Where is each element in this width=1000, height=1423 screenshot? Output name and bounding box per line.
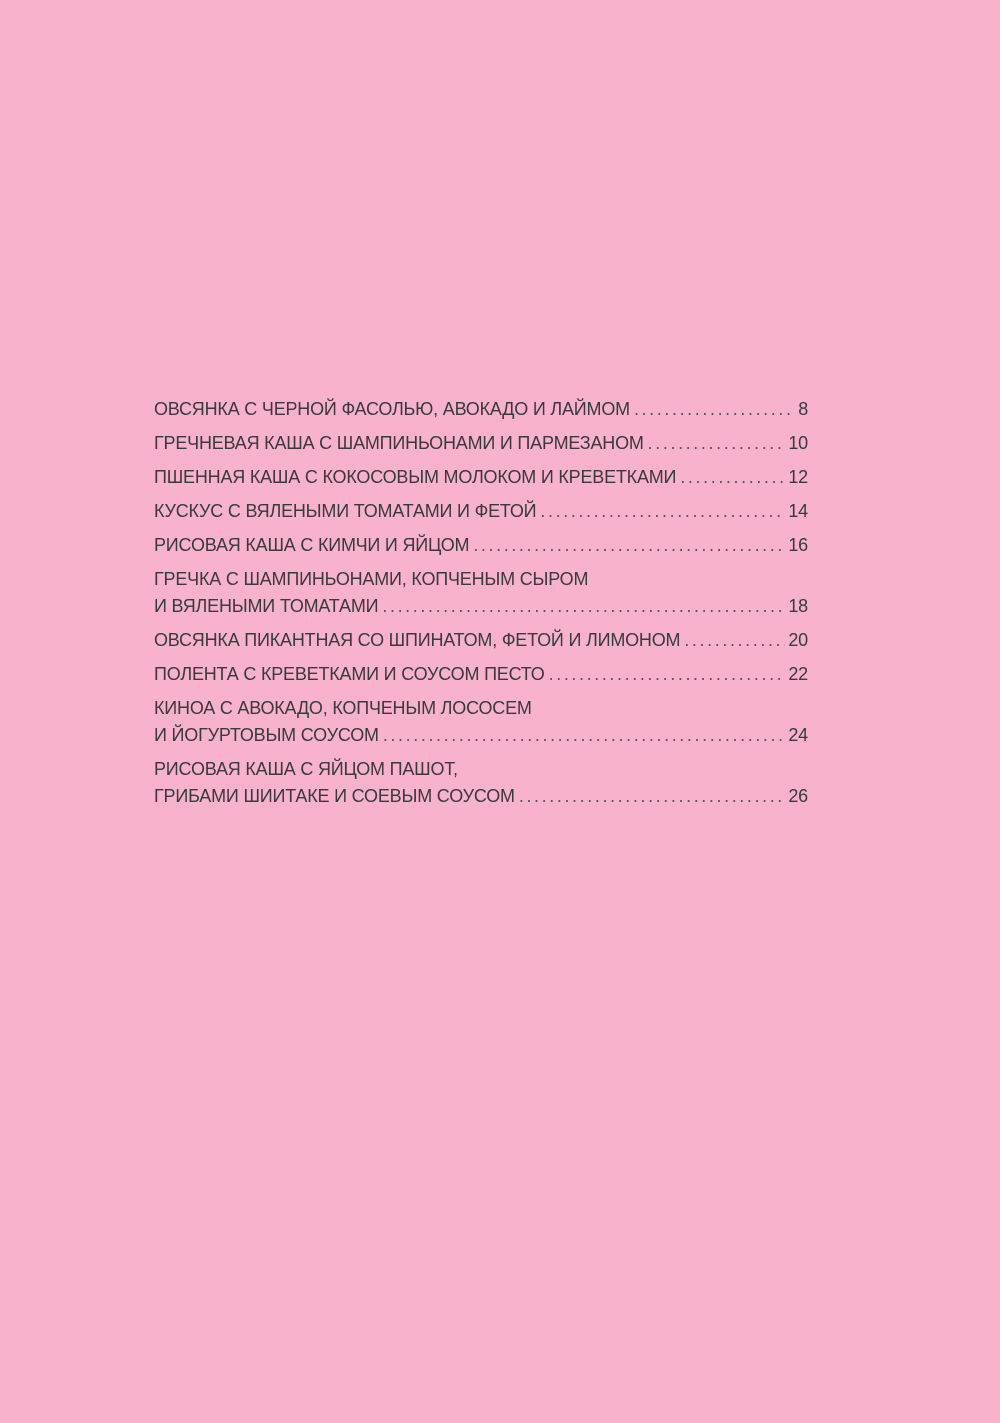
dot-leader xyxy=(473,534,785,556)
toc-entry-title-line2: ГРИБАМИ ШИИТАКЕ И СОЕВЫМ СОУСОМ xyxy=(154,786,515,806)
toc-page-number: 10 xyxy=(788,433,808,453)
toc-page-number: 14 xyxy=(788,501,808,521)
dot-leader xyxy=(382,595,785,617)
toc-row xyxy=(154,398,808,420)
toc-entry-title: РИСОВАЯ КАША С КИМЧИ И ЯЙЦОМ xyxy=(154,535,470,555)
toc-page-number: 26 xyxy=(788,786,808,806)
toc-row xyxy=(154,724,808,746)
toc-entry[interactable] xyxy=(154,568,808,617)
table-of-contents xyxy=(154,398,808,819)
toc-page-number: 22 xyxy=(788,664,808,684)
toc-entry-title: ГРЕЧНЕВАЯ КАША С ШАМПИНЬОНАМИ И ПАРМЕЗАНОМ xyxy=(154,433,644,453)
dot-leader xyxy=(549,663,786,685)
dot-leader xyxy=(383,724,786,746)
toc-entry[interactable] xyxy=(154,466,808,488)
toc-row xyxy=(154,663,808,685)
toc-entry[interactable] xyxy=(154,432,808,454)
toc-page-number: 24 xyxy=(788,725,808,745)
toc-row xyxy=(154,785,808,807)
toc-entry-title-line1: РИСОВАЯ КАША С ЯЙЦОМ ПАШОТ, xyxy=(154,759,458,779)
toc-entry[interactable] xyxy=(154,534,808,556)
toc-row xyxy=(154,500,808,522)
toc-page-number: 20 xyxy=(788,630,808,650)
toc-entry-title-line1: ГРЕЧКА С ШАМПИНЬОНАМИ, КОПЧЕНЫМ СЫРОМ xyxy=(154,569,589,589)
dot-leader xyxy=(519,785,786,807)
toc-entry-title: КУСКУС С ВЯЛЕНЫМИ ТОМАТАМИ И ФЕТОЙ xyxy=(154,501,537,521)
toc-row xyxy=(154,466,808,488)
toc-page-number: 12 xyxy=(788,467,808,487)
dot-leader xyxy=(648,432,786,454)
toc-row xyxy=(154,534,808,556)
toc-entry-title: ПШЕННАЯ КАША С КОКОСОВЫМ МОЛОКОМ И КРЕВЕТКАМИ xyxy=(154,467,677,487)
toc-entry[interactable] xyxy=(154,398,808,420)
toc-entry-title: ПОЛЕНТА С КРЕВЕТКАМИ И СОУСОМ ПЕСТО xyxy=(154,664,545,684)
toc-entry[interactable] xyxy=(154,629,808,651)
toc-row xyxy=(154,595,808,617)
toc-row xyxy=(154,629,808,651)
toc-entry-title: ОВСЯНКА ПИКАНТНАЯ СО ШПИНАТОМ, ФЕТОЙ И ЛИМОНОМ xyxy=(154,630,681,650)
toc-entry[interactable] xyxy=(154,758,808,807)
dot-leader xyxy=(680,466,785,488)
dot-leader xyxy=(684,629,785,651)
dot-leader xyxy=(634,398,791,420)
toc-entry[interactable] xyxy=(154,500,808,522)
toc-page-number: 8 xyxy=(798,399,808,419)
toc-entry-title-line1: КИНОА С АВОКАДО, КОПЧЕНЫМ ЛОСОСЕМ xyxy=(154,698,532,718)
toc-entry[interactable] xyxy=(154,663,808,685)
toc-entry-title-line2: И ВЯЛЕНЫМИ ТОМАТАМИ xyxy=(154,596,379,616)
toc-page-number: 16 xyxy=(788,535,808,555)
dot-leader xyxy=(540,500,785,522)
toc-entry-title-line2: И ЙОГУРТОВЫМ СОУСОМ xyxy=(154,725,379,745)
toc-page-number: 18 xyxy=(788,596,808,616)
toc-entry-title: ОВСЯНКА С ЧЕРНОЙ ФАСОЛЬЮ, АВОКАДО И ЛАЙМОМ xyxy=(154,399,630,419)
toc-entry[interactable] xyxy=(154,697,808,746)
toc-row xyxy=(154,432,808,454)
